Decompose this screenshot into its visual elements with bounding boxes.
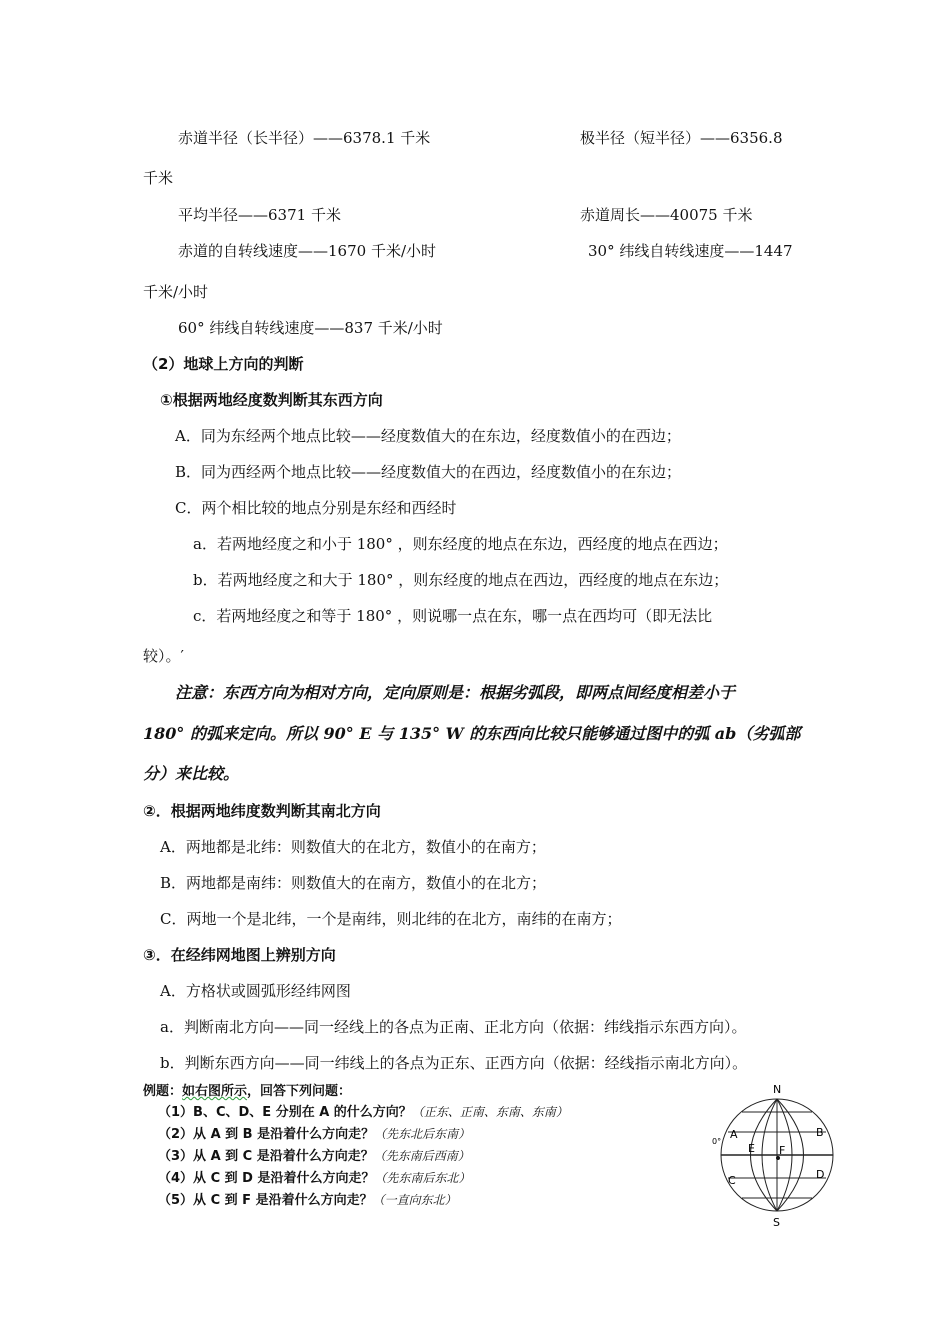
rule-grid-a-ns: a．判断南北方向——同一经线上的各点为正南、正北方向（依据：纬线指示东西方向）。 (160, 1018, 747, 1036)
rule-ns-b: B．两地都是南纬：则数值大的在南方，数值小的在北方； (160, 874, 547, 892)
heading-direction: （2）地球上方向的判断 (143, 355, 304, 373)
example-q4 (158, 1169, 471, 1188)
rule-grid-b-ew: b．判断东西方向——同一纬线上的各点为正东、正西方向（依据：经线指示南北方向）。 (160, 1054, 748, 1072)
answer-text: （先东南后西南） (373, 1149, 470, 1163)
example-prompt: ，回答下列问题： (247, 1084, 352, 1099)
label-n: N (773, 1083, 782, 1096)
rule-c-a: a．若两地经度之和小于 180° ，则东经度的地点在东边，西经度的地点在西边； (193, 535, 728, 553)
line-unit-km: 千米 (143, 169, 174, 187)
heading-north-south: ②．根据两地纬度数判断其南北方向 (143, 802, 381, 820)
answer-text: （一直向东北） (372, 1193, 457, 1207)
example-label: 例题： (143, 1084, 183, 1099)
line-60-speed: 60° 纬线自转线速度——837 千米/小时 (178, 319, 443, 337)
note-line-2: 180° 的弧来定向。所以 90° E 与 135° W 的东西向比较只能够通过图中的弧 ab（劣弧部 (143, 724, 801, 743)
answer-text: （先东南后东北） (374, 1171, 471, 1185)
line-polar-radius: 极半径（短半径）——6356.8 (580, 129, 783, 147)
heading-east-west: ①根据两地经度数判断其东西方向 (160, 391, 383, 409)
rule-ns-a: A．两地都是北纬：则数值大的在北方，数值小的在南方； (160, 838, 546, 856)
example-q5 (158, 1191, 457, 1210)
note-line-1: 注意：东西方向为相对方向，定向原则是：根据劣弧段，即两点间经度相差小于 (175, 683, 736, 702)
example-q3 (158, 1147, 470, 1166)
label-a: A (730, 1128, 738, 1141)
label-c: C (728, 1174, 736, 1187)
label-d: D (816, 1168, 825, 1181)
label-e: E (748, 1142, 755, 1155)
heading-grid-map: ③．在经纬网地图上辨别方向 (143, 946, 336, 964)
rule-b-west: B．同为西经两个地点比较——经度数值大的在西边，经度数值小的在东边； (175, 463, 682, 481)
question-text: （3）从 A 到 C 是沿着什么方向走？ (158, 1149, 374, 1164)
line-equator-speed: 赤道的自转线速度——1670 千米/小时 (178, 242, 436, 260)
answer-text: （先东北后东南） (374, 1127, 471, 1141)
rule-ns-c: C．两地一个是北纬，一个是南纬，则北纬的在北方，南纬的在南方； (160, 910, 622, 928)
label-f: F (779, 1144, 786, 1157)
line-30-speed: 30° 纬线自转线速度——1447 (588, 242, 793, 260)
rule-c-b: b．若两地经度之和大于 180° ，则东经度的地点在西边，西经度的地点在东边； (193, 571, 729, 589)
question-text: （5）从 C 到 F 是沿着什么方向走？ (158, 1193, 373, 1208)
example-q2 (158, 1125, 470, 1144)
label-zero: 0° (712, 1137, 722, 1146)
line-unit-kmh: 千米/小时 (143, 283, 209, 301)
line-equator-radius: 赤道半径（长半径）——6378.1 千米 (178, 129, 431, 147)
rule-a-east: A．同为东经两个地点比较——经度数值大的在东边，经度数值小的在西边； (175, 427, 681, 445)
note-line-3: 分）来比较。 (143, 764, 240, 783)
example-ref: 如右图所示 (182, 1084, 248, 1099)
question-text: （4）从 C 到 D 是沿着什么方向走？ (158, 1171, 375, 1186)
line-mean-radius: 平均半径——6371 千米 (178, 206, 341, 224)
question-text: （1）B、C、D、E 分别在 A 的什么方向？ (158, 1105, 412, 1120)
globe-grid-diagram (712, 1080, 842, 1230)
line-equator-circumference: 赤道周长——40075 千米 (580, 206, 753, 224)
rule-grid-a: A．方格状或圆弧形经纬网图 (160, 982, 351, 1000)
rule-c-mixed: C．两个相比较的地点分别是东经和西经时 (175, 499, 457, 517)
rule-c-c: c．若两地经度之和等于 180° ，则说哪一点在东，哪一点在西均可（即无法比 (193, 607, 713, 625)
answer-text: （正东、正南、东南、东南） (411, 1105, 568, 1119)
example-q1 (158, 1103, 568, 1122)
label-s: S (773, 1216, 780, 1229)
example-title (143, 1083, 351, 1101)
rule-c-c-cont: 较）。′ (143, 647, 184, 665)
question-text: （2）从 A 到 B 是沿着什么方向走？ (158, 1127, 375, 1142)
label-b: B (816, 1126, 824, 1139)
